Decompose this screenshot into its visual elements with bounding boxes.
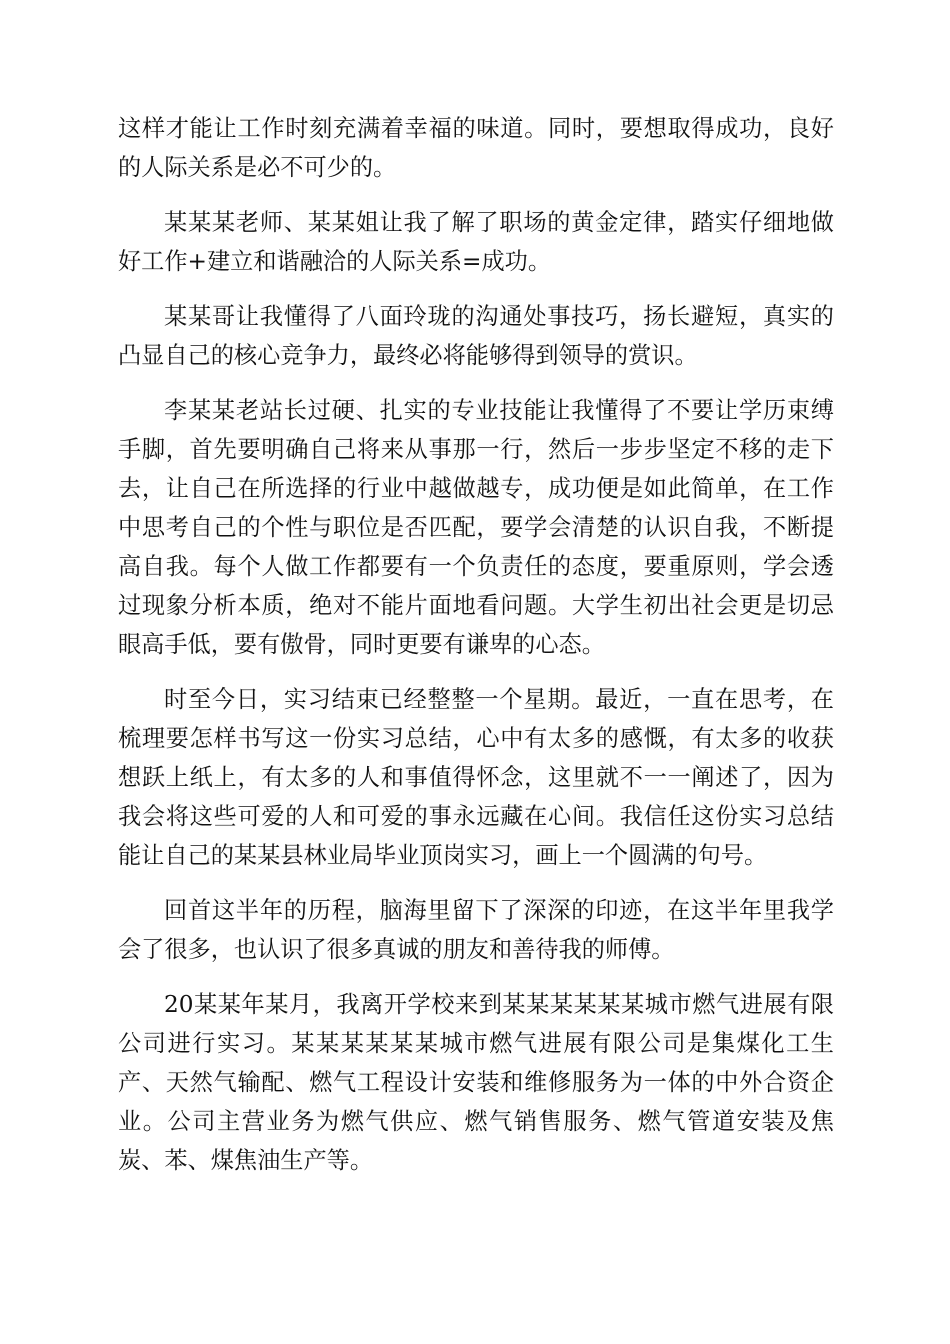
paragraph-3: 某某哥让我懂得了八面玲珑的沟通处事技巧，扬长避短，真实的凸显自己的核心竞争力，最终必将能够得到领导的赏识。 — [118, 303, 834, 369]
paragraph-4: 李某某老站长过硬、扎实的专业技能让我懂得了不要让学历束缚手脚，首先要明确自己将来从事那一行，然后一步步坚定不移的走下去，让自己在所选择的行业中越做越专，成功便是如此简单，在工作中思考自己的个性与职位是否匹配，要学会清楚的认识自我，不断提高自我。每个人做工作都要有一个负责任的态度，要重原则，学会透过现象分析本质，绝对不能片面地看问题。大学生初出社会更是切忌眼高手低，要有傲骨，同时更要有谦卑的心态。 — [118, 397, 834, 658]
paragraph-6: 回首这半年的历程，脑海里留下了深深的印迹，在这半年里我学会了很多，也认识了很多真诚的朋友和善待我的师傅。 — [118, 897, 834, 963]
paragraph-2: 某某某老师、某某姐让我了解了职场的黄金定律，踏实仔细地做好工作+建立和谐融洽的人际关系=成功。 — [118, 209, 834, 275]
paragraph-5: 时至今日，实习结束已经整整一个星期。最近，一直在思考，在梳理要怎样书写这一份实习总结，心中有太多的感慨，有太多的收获想跃上纸上，有太多的人和事值得怀念，这里就不一一阐述了，因为我会将这些可爱的人和可爱的事永远藏在心间。我信任这份实习总结能让自己的某某县林业局毕业顶岗实习，画上一个圆满的句号。 — [118, 686, 834, 869]
document-body — [118, 109, 834, 1196]
paragraph-7: 20某某年某月，我离开学校来到某某某某某某城市燃气进展有限公司进行实习。某某某某某某城市燃气进展有限公司是集煤化工生产、天然气输配、燃气工程设计安装和维修服务为一体的中外合资企业。公司主营业务为燃气供应、燃气销售服务、燃气管道安装及焦炭、苯、煤焦油生产等。 — [118, 991, 834, 1174]
paragraph-1: 这样才能让工作时刻充满着幸福的味道。同时，要想取得成功，良好的人际关系是必不可少的。 — [118, 115, 834, 181]
